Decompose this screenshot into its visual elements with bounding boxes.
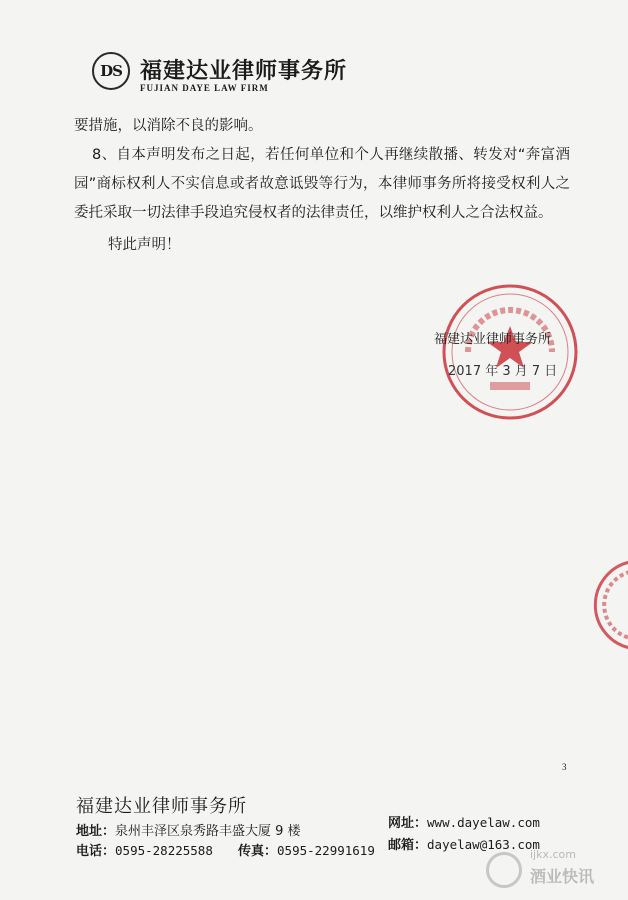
fax-value: 0595-22991619 <box>277 843 375 858</box>
watermark-logo-icon <box>486 852 522 888</box>
email-value[interactable]: dayelaw@163.com <box>427 837 540 852</box>
firm-logo <box>92 52 130 90</box>
email-label: 邮箱： <box>388 838 428 853</box>
address-value: 泉州丰泽区泉秀路丰盛大厦 9 楼 <box>115 824 301 839</box>
official-seal-stamp <box>440 282 580 422</box>
watermark-name: 酒业快讯 <box>530 867 595 886</box>
firm-name-english: FUJIAN DAYE LAW FIRM <box>140 83 269 93</box>
website-value[interactable]: www.dayelaw.com <box>427 815 540 830</box>
signature-firm-name: 福建达业律师事务所 <box>434 332 552 347</box>
website-label: 网址： <box>388 816 428 831</box>
body-paragraph-1: 要措施，以消除不良的影响。 <box>74 118 263 134</box>
address-label: 地址： <box>76 824 116 839</box>
body-paragraph-8: 8、自本声明发布之日起，若任何单位和个人再继续散播、转发对“奔富酒园”商标权利人不实信息或者故意诋毁等行为，本律师事务所将接受权利人之委托采取一切法律手段追究侵权者的法律责任，以维护权利人之合法权益。 <box>74 147 570 221</box>
footer-address <box>76 820 301 839</box>
firm-name-chinese: 福建达业律师事务所 <box>140 59 348 84</box>
footer-firm-name: 福建达业律师事务所 <box>76 796 247 817</box>
footer-website <box>388 812 540 831</box>
firm-logo-text: DS <box>100 62 122 80</box>
footer-phone <box>76 840 213 859</box>
watermark-url: ijkx.com <box>530 848 576 861</box>
fax-label: 传真： <box>238 844 278 859</box>
partial-edge-stamp <box>590 560 628 650</box>
closing-statement: 特此声明！ <box>108 237 181 253</box>
signature-date: 2017 年 3 月 7 日 <box>448 364 558 379</box>
phone-label: 电话： <box>76 844 116 859</box>
footer-fax <box>238 840 375 859</box>
phone-value: 0595-28225588 <box>115 843 213 858</box>
site-watermark <box>486 844 626 900</box>
page-number: 3 <box>562 762 567 772</box>
